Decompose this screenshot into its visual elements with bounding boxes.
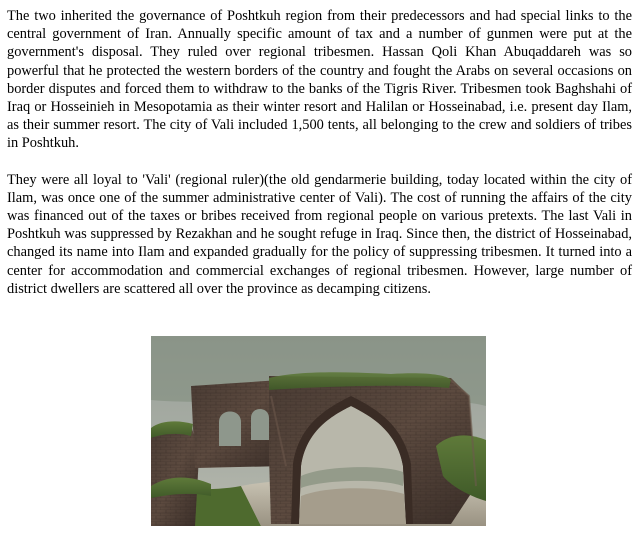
paragraph-1: The two inherited the governance of Poshtkuh region from their predecessors and had special links to the central government of Iran. Annually specific amount of tax and a number of gunmen were put at the government's disposal. They ruled over regional tribesmen. Hassan Qoli Khan Abuqaddareh was so powerful that he protected the western borders of the country and fought the Arabs on several occasions on border disputes and forced them to withdraw to the banks of the Tigris River. Tribesmen took Baghshahi of Iraq or Hosseinieh in Mesopotamia as their winter resort and Halilan or Hosseinabad, i.e. present day Ilam, as their summer resort. The city of Vali included 1,500 tents, all belonging to the crew and soldiers of tribes in Poshtkuh. — [7, 8, 632, 152]
paragraph-2: They were all loyal to 'Vali' (regional ruler)(the old gendarmerie building, today located within the city of Ilam, was once one of the summer administrative center of Vali). The cost of running the affairs of the city was financed out of the taxes or bribes received from regional people on various pretexts. The last Vali in Poshtkuh was suppressed by Rezakhan and he sought refuge in Iraq. Since then, the district of Hosseinabad, changed its name into Ilam and expanded gradually for the policy of suppressing tribesmen. It turned into a center for accommodation and commercial exchanges of regional tribesmen. However, large number of district dwellers are scattered all over the province as decamping citizens. — [7, 171, 632, 297]
article-body — [7, 7, 632, 298]
bridge-ruin-photo — [151, 336, 486, 526]
bridge-ruin-illustration — [151, 336, 486, 526]
